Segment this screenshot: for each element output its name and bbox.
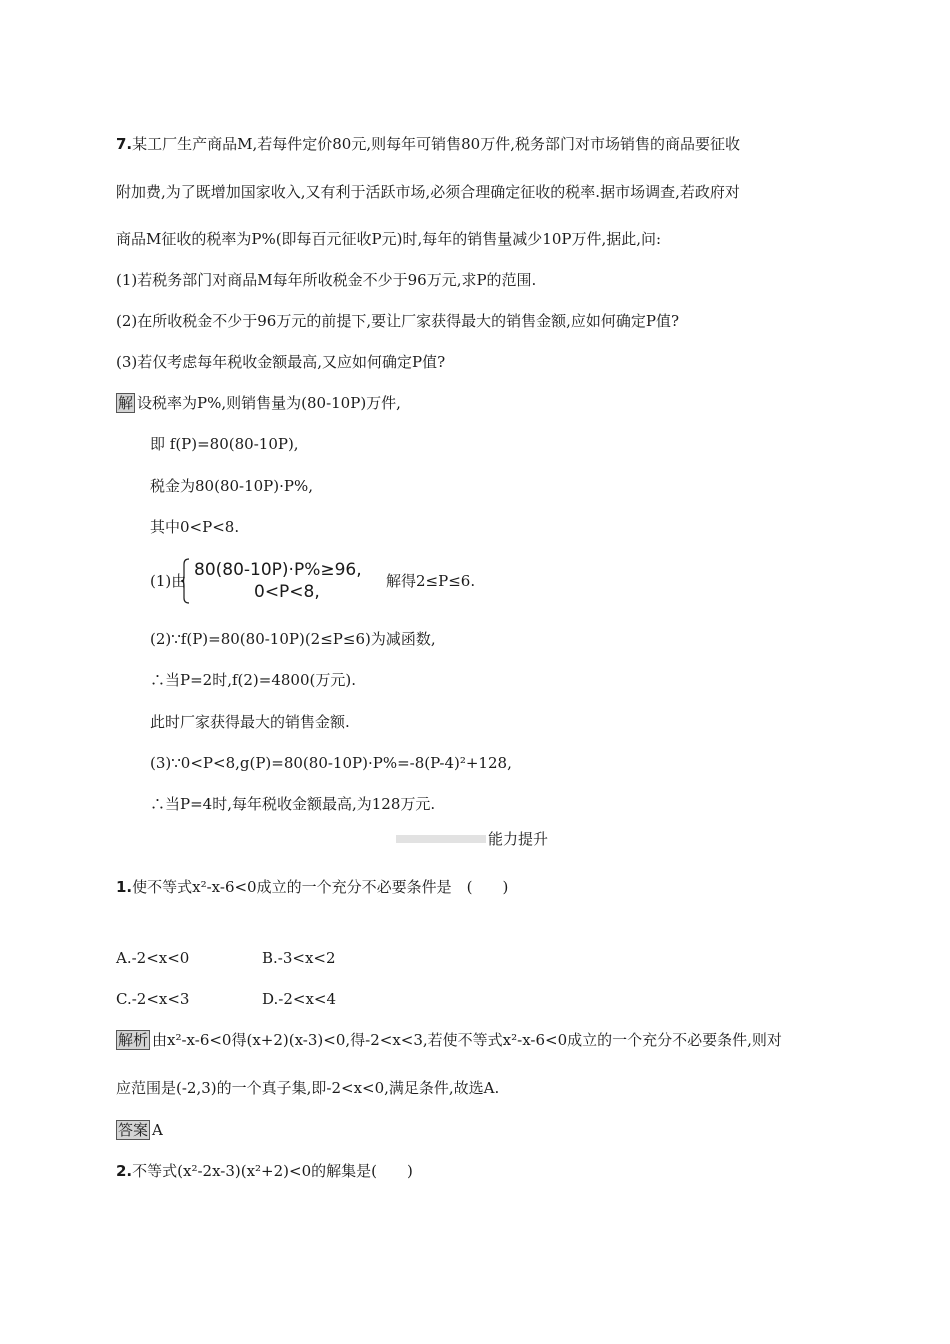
option-c: C.-2<x<3 [116, 990, 190, 1008]
solution-part2-note: 此时厂家获得最大的销售金额. [150, 713, 350, 731]
answer-tag: 答案 [118, 1121, 149, 1139]
q2-stem-line [116, 1161, 413, 1181]
solution-f-def: 即 f(P)=80(80-10P), [150, 435, 299, 453]
solution-tax: 税金为80(80-10P)·P%, [150, 477, 314, 495]
q7-line2: 附加费,为了既增加国家收入,又有利于活跃市场,必须合理确定征收的税率.据市场调查,若政府对 [116, 183, 740, 201]
question-number: 2. [116, 1162, 133, 1180]
solution-intro [116, 393, 401, 413]
q1-analysis-line2: 应范围是(-2,3)的一个真子集,即-2<x<0,满足条件,故选A. [116, 1079, 500, 1097]
left-brace-icon [180, 558, 190, 604]
q1-stem-line [116, 877, 508, 897]
solution-part3-result: ∴当P=4时,每年税收金额最高,为128万元. [150, 795, 436, 813]
option-a: A.-2<x<0 [116, 949, 190, 967]
answer-value: A [152, 1121, 163, 1139]
q2-stem: 不等式(x²-2x-3)(x²+2)<0的解集是( ) [132, 1162, 413, 1180]
q7-part3: (3)若仅考虑每年税收金额最高,又应如何确定P值? [116, 353, 446, 371]
section-bar [396, 835, 486, 843]
system-prefix: (1)由 [150, 572, 187, 590]
option-d: D.-2<x<4 [262, 990, 337, 1008]
q1-analysis-line1 [116, 1030, 782, 1050]
q7-text-line1: 某工厂生产商品M,若每件定价80元,则每年可销售80万件,税务部门对市场销售的商品要征收 [132, 135, 740, 153]
q1-stem: 使不等式x²-x-6<0成立的一个充分不必要条件是 ( ) [132, 878, 509, 896]
analysis-tag: 解析 [118, 1031, 149, 1049]
solution-domain: 其中0<P<8. [150, 518, 240, 536]
question-number: 1. [116, 878, 133, 896]
q1-answer [116, 1120, 163, 1140]
q7-line1 [116, 134, 740, 154]
system-equation-1: 80(80-10P)·P%≥96, [194, 560, 362, 580]
option-b: B.-3<x<2 [262, 949, 336, 967]
solution-tag: 解 [118, 394, 134, 412]
question-number: 7. [116, 135, 133, 153]
solution-part3: (3)∵0<P<8,g(P)=80(80-10P)·P%=-8(P-4)²+128, [150, 754, 512, 772]
solution-intro-text: 设税率为P%,则销售量为(80-10P)万件, [137, 394, 401, 412]
q7-part2: (2)在所收税金不少于96万元的前提下,要让厂家获得最大的销售金额,应如何确定P值? [116, 312, 680, 330]
solution-part2: (2)∵f(P)=80(80-10P)(2≤P≤6)为减函数, [150, 630, 436, 648]
section-title: 能力提升 [488, 830, 549, 848]
solution-part2-result: ∴当P=2时,f(2)=4800(万元). [150, 671, 356, 689]
q7-line3: 商品M征收的税率为P%(即每百元征收P元)时,每年的销售量减少10P万件,据此,问: [116, 230, 662, 248]
system-suffix: 解得2≤P≤6. [386, 572, 476, 590]
q7-part1: (1)若税务部门对商品M每年所收税金不少于96万元,求P的范围. [116, 271, 537, 289]
analysis-text-line1: 由x²-x-6<0得(x+2)(x-3)<0,得-2<x<3,若使不等式x²-x-6<0成立的一个充分不必要条件,则对 [152, 1031, 782, 1049]
system-equation-2: 0<P<8, [254, 582, 320, 602]
